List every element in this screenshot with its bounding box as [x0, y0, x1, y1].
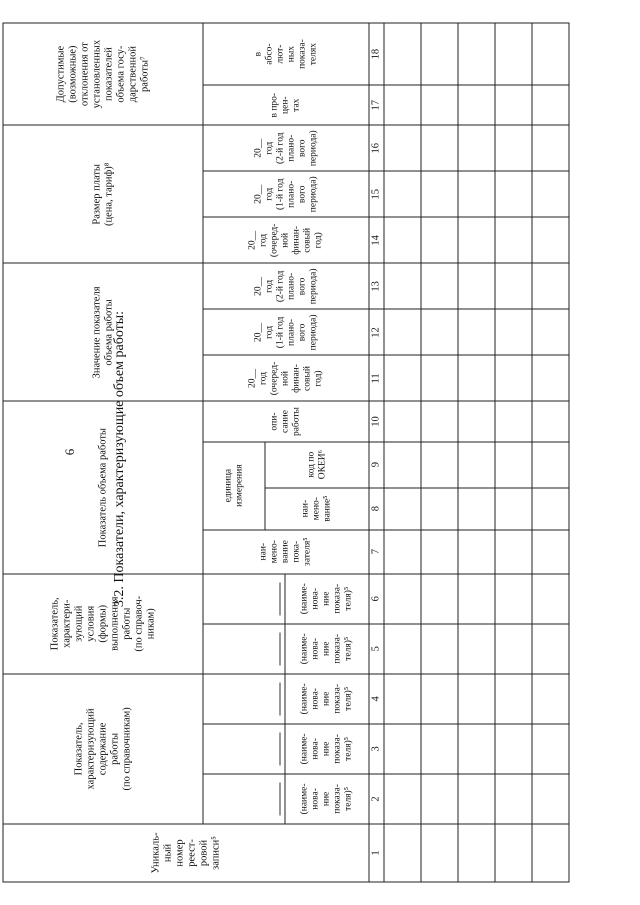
- table-cell: [495, 724, 532, 774]
- conditions-sub-2: [203, 574, 285, 624]
- table-row: [458, 23, 495, 882]
- table-cell: [458, 217, 495, 263]
- header-content-indicator: Показатель, характеризующий содержание работы (по справочникам): [3, 674, 203, 824]
- column-number: 13: [369, 263, 384, 309]
- table-row: [495, 23, 532, 882]
- header-work-desc: опи- сание работы: [203, 402, 369, 442]
- table-cell: [384, 824, 421, 882]
- table-cell: [458, 674, 495, 724]
- table-cell: [384, 488, 421, 530]
- table-cell: [495, 674, 532, 724]
- page-number: 6: [62, 448, 77, 456]
- column-number: 1: [369, 824, 384, 882]
- table-cell: [421, 530, 458, 574]
- header-volume-value: Значение показателя объема работы: [3, 263, 203, 401]
- column-number: 6: [369, 574, 384, 624]
- column-number: 11: [369, 355, 384, 401]
- table-cell: [458, 724, 495, 774]
- content-sub-3: [203, 674, 285, 724]
- table-cell: [384, 171, 421, 217]
- header-conditions-indicator: Показатель, характери- зующий условия (формы) выполнения работы (по справоч- никам): [3, 574, 203, 674]
- table-cell: [421, 724, 458, 774]
- table-cell: [495, 309, 532, 355]
- column-number: 14: [369, 217, 384, 263]
- table-cell: [458, 824, 495, 882]
- table-cell: [384, 355, 421, 401]
- table-cell: [532, 85, 569, 125]
- table-cell: [384, 309, 421, 355]
- content-sub-1: [203, 774, 285, 824]
- table-cell: [495, 355, 532, 401]
- table-cell: [532, 309, 569, 355]
- table-cell: [384, 530, 421, 574]
- table-cell: [458, 263, 495, 309]
- header-fee-size: Размер платы (цена, тариф)⁸: [3, 125, 203, 263]
- column-number: 17: [369, 85, 384, 125]
- header-fee-year-2: 20__ год (2-й год плано- вого периода): [203, 125, 369, 171]
- table-cell: [384, 402, 421, 442]
- table-cell: [458, 309, 495, 355]
- table-cell: [532, 488, 569, 530]
- table-cell: [458, 488, 495, 530]
- header-deviations: Допустимые (возможные) отклонения от установленных показателей объема госу- дарственной работы⁷: [3, 23, 203, 125]
- table-cell: [421, 824, 458, 882]
- table-cell: [421, 624, 458, 674]
- table-cell: [384, 774, 421, 824]
- header-unique-number: Уникаль- ный номер реест- ровой записи⁵: [3, 824, 369, 882]
- table-cell: [384, 85, 421, 125]
- table-cell: [458, 85, 495, 125]
- table-cell: [532, 724, 569, 774]
- table-cell: [421, 402, 458, 442]
- table-cell: [458, 530, 495, 574]
- header-percent: в про- цен- тах: [203, 85, 369, 125]
- indicator-name-2: (наиме- нова- ние показа- теля)⁵: [285, 774, 369, 824]
- table-cell: [384, 217, 421, 263]
- table-cell: [458, 402, 495, 442]
- header-volume-indicator: Показатель объема работы: [3, 402, 203, 574]
- header-vol-name: наи- мено- вание пока- зателя⁵: [203, 530, 369, 574]
- table-cell: [532, 442, 569, 488]
- table-cell: [421, 85, 458, 125]
- table-cell: [458, 125, 495, 171]
- table-cell: [495, 624, 532, 674]
- table-cell: [532, 774, 569, 824]
- table-cell: [421, 309, 458, 355]
- table-row: [384, 23, 421, 882]
- table-cell: [421, 171, 458, 217]
- table-cell: [421, 217, 458, 263]
- table-cell: [384, 263, 421, 309]
- column-number: 4: [369, 674, 384, 724]
- column-number-row: [369, 23, 384, 882]
- volume-indicators-table: [3, 23, 568, 883]
- header-fee-year-1: 20__ год (1-й год плано- вого периода): [203, 171, 369, 217]
- table-cell: [495, 774, 532, 824]
- table-cell: [495, 574, 532, 624]
- indicator-name-4: (наиме- нова- ние показа- теля)⁵: [285, 674, 369, 724]
- table-cell: [495, 217, 532, 263]
- table-cell: [458, 574, 495, 624]
- table-cell: [458, 23, 495, 85]
- column-number: 2: [369, 774, 384, 824]
- table-cell: [532, 23, 569, 85]
- header-value-year-1: 20__ год (1-й год плано- вого периода): [203, 309, 369, 355]
- table-cell: [384, 724, 421, 774]
- section-title: 3.2. Показатели, характеризующие объем работы:: [112, 310, 127, 608]
- table-cell: [495, 125, 532, 171]
- table-cell: [532, 674, 569, 724]
- table-cell: [495, 263, 532, 309]
- table-cell: [384, 442, 421, 488]
- table-cell: [532, 355, 569, 401]
- table-cell: [384, 125, 421, 171]
- table-cell: [421, 774, 458, 824]
- column-number: 3: [369, 724, 384, 774]
- header-absolute: в абсо- лют- ных показа- телях: [203, 23, 369, 85]
- table-cell: [495, 442, 532, 488]
- table-cell: [532, 624, 569, 674]
- table-cell: [532, 263, 569, 309]
- content-sub-2: [203, 724, 285, 774]
- conditions-sub-1: [203, 624, 285, 674]
- table-cell: [458, 171, 495, 217]
- table-cell: [458, 774, 495, 824]
- table-cell: [384, 624, 421, 674]
- table-cell: [384, 574, 421, 624]
- table-cell: [495, 530, 532, 574]
- table-cell: [495, 488, 532, 530]
- table-cell: [421, 442, 458, 488]
- table-cell: [532, 824, 569, 882]
- table-cell: [532, 217, 569, 263]
- header-value-next-year: 20__ год (очеред- ной финан- совый год): [203, 355, 369, 401]
- table-cell: [495, 23, 532, 85]
- indicator-name-6: (наиме- нова- ние показа- теля)⁵: [285, 574, 369, 624]
- header-unit: единица измерения: [203, 442, 265, 530]
- column-number: 5: [369, 624, 384, 674]
- table-cell: [495, 85, 532, 125]
- table-cell: [532, 171, 569, 217]
- table-cell: [532, 530, 569, 574]
- column-number: 18: [369, 23, 384, 85]
- table-cell: [421, 574, 458, 624]
- indicator-name-5: (наиме- нова- ние показа- теля)⁵: [285, 624, 369, 674]
- column-number: 9: [369, 442, 384, 488]
- table-cell: [421, 674, 458, 724]
- table-row: [421, 23, 458, 882]
- header-unit-name: наи- мено- вание⁵: [265, 488, 369, 530]
- indicator-name-3: (наиме- нова- ние показа- теля)⁵: [285, 724, 369, 774]
- column-number: 7: [369, 530, 384, 574]
- table-cell: [495, 824, 532, 882]
- header-value-year-2: 20__ год (2-й год плано- вого периода): [203, 263, 369, 309]
- column-number: 12: [369, 309, 384, 355]
- table-cell: [421, 488, 458, 530]
- table-cell: [421, 355, 458, 401]
- table-cell: [495, 402, 532, 442]
- table-cell: [458, 442, 495, 488]
- header-okei-code: код по ОКЕИ⁶: [265, 442, 369, 488]
- column-number: 16: [369, 125, 384, 171]
- table-cell: [458, 355, 495, 401]
- table-cell: [384, 23, 421, 85]
- table-cell: [532, 402, 569, 442]
- table-row: [532, 23, 569, 882]
- header-fee-next-year: 20__ год (очеред- ной финан- совый год): [203, 217, 369, 263]
- column-number: 8: [369, 488, 384, 530]
- table-cell: [421, 263, 458, 309]
- table-cell: [384, 674, 421, 724]
- table-cell: [532, 574, 569, 624]
- table-cell: [421, 125, 458, 171]
- table-cell: [421, 23, 458, 85]
- table-cell: [458, 624, 495, 674]
- table-cell: [532, 125, 569, 171]
- column-number: 15: [369, 171, 384, 217]
- column-number: 10: [369, 402, 384, 442]
- table-cell: [495, 171, 532, 217]
